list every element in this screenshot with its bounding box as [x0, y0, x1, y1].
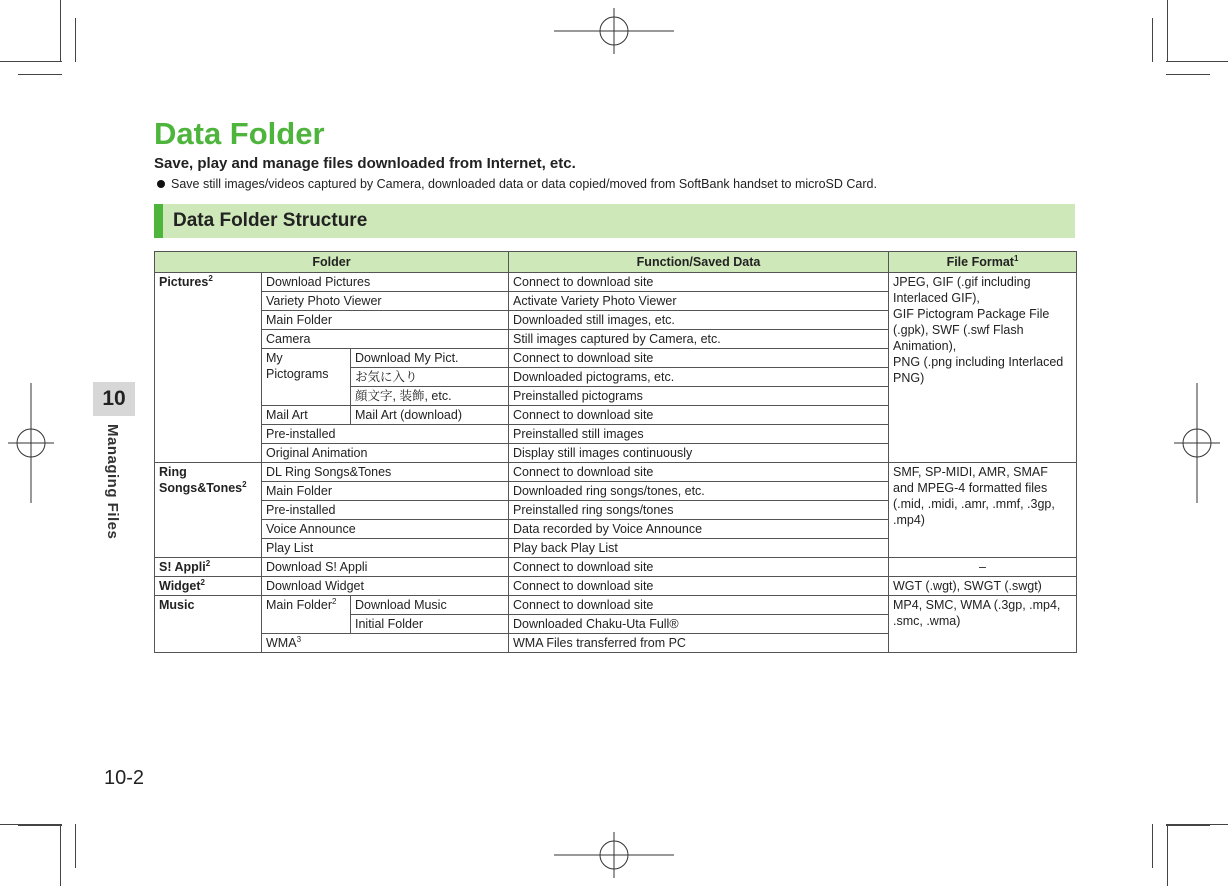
subfolder-2: お気に入り	[351, 368, 509, 387]
function-cell: Downloaded still images, etc.	[509, 311, 889, 330]
bullet-text: Save still images/videos captured by Camera, downloaded data or data copied/moved from SoftBank handset to microSD Card.	[171, 177, 877, 191]
subfolder: Download Pictures	[262, 273, 509, 292]
crop-mark	[1166, 61, 1228, 62]
function-cell: Connect to download site	[509, 577, 889, 596]
function-cell: Connect to download site	[509, 406, 889, 425]
data-folder-table	[154, 251, 1077, 653]
subfolder: Voice Announce	[262, 520, 509, 539]
chapter-name: Managing Files	[104, 424, 121, 540]
subfolder: Main Folder$^2$	[262, 596, 351, 634]
subfolder: Main Folder	[262, 482, 509, 501]
header-format: File Format$^1$	[889, 252, 1077, 273]
section-header	[154, 204, 1075, 238]
function-cell: Connect to download site	[509, 596, 889, 615]
registration-mark-icon	[8, 383, 54, 503]
subfolder: Pre-installed	[262, 501, 509, 520]
subfolder: Camera	[262, 330, 509, 349]
function-cell: WMA Files transferred from PC	[509, 634, 889, 653]
chapter-number: 10	[93, 382, 135, 416]
function-cell: Display still images continuously	[509, 444, 889, 463]
subfolder: Original Animation	[262, 444, 509, 463]
subfolder: Play List	[262, 539, 509, 558]
crop-mark	[1152, 824, 1153, 868]
format-widget: WGT (.wgt), SWGT (.swgt)	[889, 577, 1077, 596]
subfolder: Download Widget	[262, 577, 509, 596]
table-header-row	[155, 252, 1077, 273]
subfolder-2: Initial Folder	[351, 615, 509, 634]
subfolder: WMA$^3$	[262, 634, 509, 653]
function-cell: Connect to download site	[509, 349, 889, 368]
subfolder: Main Folder	[262, 311, 509, 330]
crop-mark	[1166, 824, 1228, 825]
table-row	[155, 273, 1077, 292]
subfolder-2: Download Music	[351, 596, 509, 615]
subfolder: My Pictograms	[262, 349, 351, 406]
function-cell: Downloaded ring songs/tones, etc.	[509, 482, 889, 501]
subfolder-2: Mail Art (download)	[351, 406, 509, 425]
format-s-appli: –	[889, 558, 1077, 577]
registration-mark-icon	[554, 832, 674, 878]
header-function: Function/Saved Data	[509, 252, 889, 273]
table-row	[155, 596, 1077, 615]
function-cell: Connect to download site	[509, 558, 889, 577]
section-title: Data Folder Structure	[173, 210, 368, 231]
bullet-dot-icon	[157, 180, 165, 188]
format-pictures: JPEG, GIF (.gif including Interlaced GIF), GIF Pictogram Package File (.gpk), SWF (.swf Flash Animation), PNG (.png including Interlaced PNG)	[889, 273, 1077, 463]
function-cell: Preinstalled pictograms	[509, 387, 889, 406]
format-ring-songs: SMF, SP-MIDI, AMR, SMAF and MPEG-4 formatted files (.mid, .midi, .amr, .mmf, .3gp, .mp4)	[889, 463, 1077, 558]
crop-mark	[1166, 825, 1210, 826]
crop-mark	[18, 825, 62, 826]
subfolder-2: 顔文字, 装飾, etc.	[351, 387, 509, 406]
folder-music: Music	[155, 596, 262, 653]
function-cell: Preinstalled still images	[509, 425, 889, 444]
crop-mark	[1167, 824, 1168, 886]
crop-mark	[1167, 0, 1168, 62]
format-music: MP4, SMC, WMA (.3gp, .mp4, .smc, .wma)	[889, 596, 1077, 653]
table-row	[155, 463, 1077, 482]
crop-mark	[18, 74, 62, 75]
page-title: Data Folder	[154, 116, 325, 151]
folder-s-appli: S! Appli$^2$	[155, 558, 262, 577]
header-folder: Folder	[155, 252, 509, 273]
subfolder: Download S! Appli	[262, 558, 509, 577]
registration-mark-icon	[1174, 383, 1220, 503]
folder-widget: Widget$^2$	[155, 577, 262, 596]
crop-mark	[60, 0, 61, 62]
crop-mark	[60, 824, 61, 886]
folder-pictures: Pictures$^2$	[155, 273, 262, 463]
subfolder: Variety Photo Viewer	[262, 292, 509, 311]
function-cell: Preinstalled ring songs/tones	[509, 501, 889, 520]
table-row	[155, 577, 1077, 596]
subfolder: Mail Art	[262, 406, 351, 425]
function-cell: Downloaded Chaku-Uta Full®	[509, 615, 889, 634]
bullet-item	[154, 176, 877, 192]
registration-mark-icon	[554, 8, 674, 54]
crop-mark	[75, 18, 76, 62]
crop-mark	[75, 824, 76, 868]
function-cell: Downloaded pictograms, etc.	[509, 368, 889, 387]
function-cell: Connect to download site	[509, 463, 889, 482]
subfolder: Pre-installed	[262, 425, 509, 444]
folder-ring-songs: Ring Songs&Tones$^2$	[155, 463, 262, 558]
crop-mark	[0, 61, 62, 62]
crop-mark	[1152, 18, 1153, 62]
function-cell: Data recorded by Voice Announce	[509, 520, 889, 539]
table-row	[155, 558, 1077, 577]
crop-mark	[1166, 74, 1210, 75]
crop-mark	[0, 824, 62, 825]
page-subtitle: Save, play and manage files downloaded from Internet, etc.	[154, 155, 576, 172]
function-cell: Connect to download site	[509, 273, 889, 292]
function-cell: Still images captured by Camera, etc.	[509, 330, 889, 349]
page-number: 10-2	[104, 767, 145, 789]
subfolder: DL Ring Songs&Tones	[262, 463, 509, 482]
function-cell: Play back Play List	[509, 539, 889, 558]
function-cell: Activate Variety Photo Viewer	[509, 292, 889, 311]
subfolder-2: Download My Pict.	[351, 349, 509, 368]
